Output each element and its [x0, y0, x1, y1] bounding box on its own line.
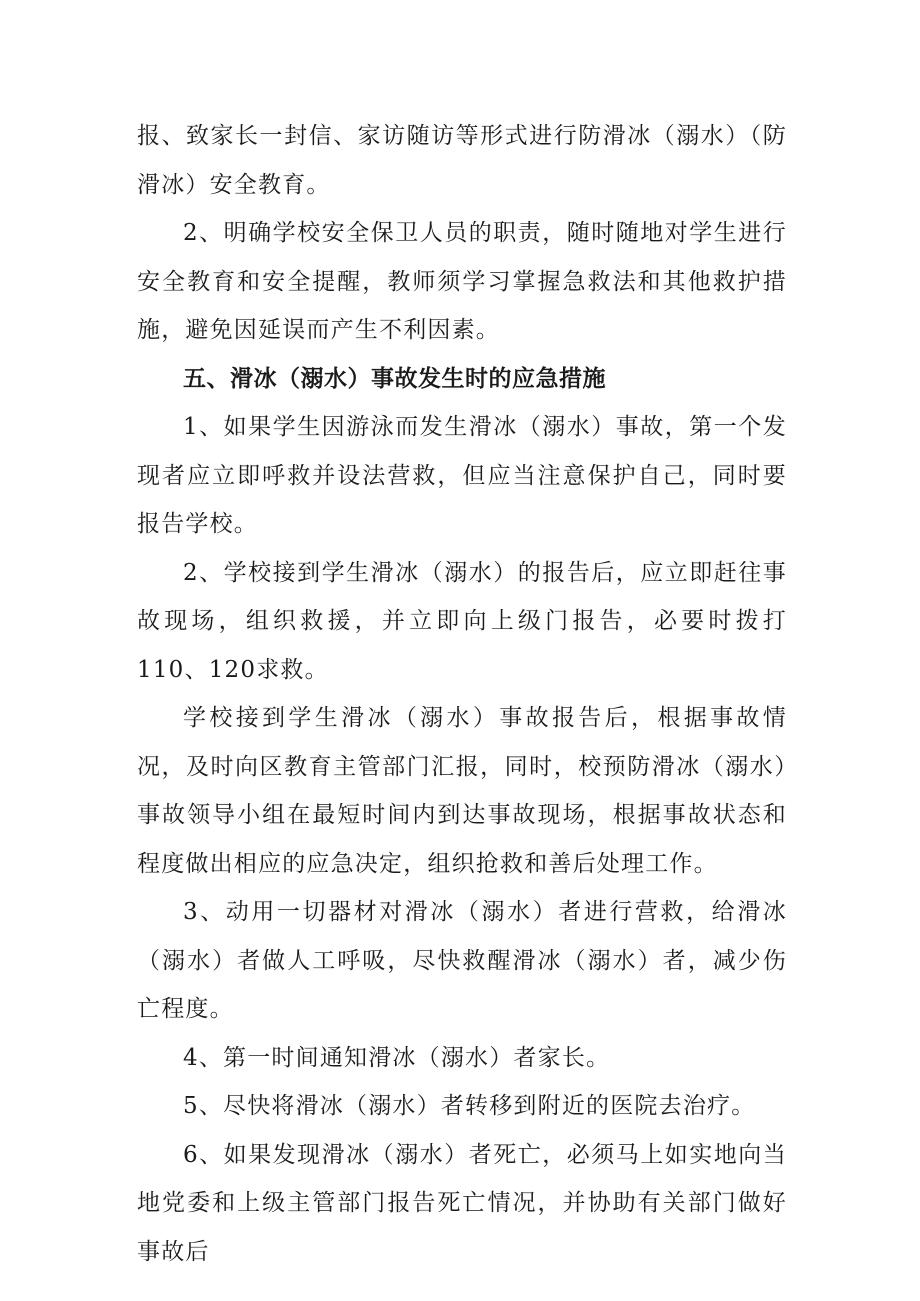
paragraph-continuation: 报、致家长一封信、家访随访等形式进行防滑冰（溺水）（防滑冰）安全教育。 — [137, 123, 787, 198]
paragraph-item-5-hospital: 5、尽快将滑冰（溺水）者转移到附近的医院去治疗。 — [183, 1093, 756, 1119]
paragraph-item-3-resuscitation: 3、动用一切器材对滑冰（溺水）者进行营救，给滑冰（溺水）者做人工呼吸，尽快救醒滑冰（溺水）者，减少伤亡程度。 — [137, 899, 787, 1022]
document-body — [137, 112, 787, 1276]
paragraph-school-response: 学校接到学生滑冰（溺水）事故报告后，根据事故情况，及时向区教育主管部门汇报，同时，校预防滑冰（溺水）事故领导小组在最短时间内到达事故现场，根据事故状态和程度做出相应的应急决定，组织抢救和善后处理工作。 — [137, 705, 787, 877]
paragraph-item-2-report: 2、学校接到学生滑冰（溺水）的报告后，应立即赶往事故现场，组织救援，并立即向上级门报告，必要时拨打110、120求救。 — [137, 559, 787, 683]
paragraph-item-1-rescue: 1、如果学生因游泳而发生滑冰（溺水）事故，第一个发现者应立即呼救并设法营救，但应当注意保护自己，同时要报告学校。 — [137, 414, 787, 537]
paragraph-item-4-notify-parents: 4、第一时间通知滑冰（溺水）者家长。 — [183, 1044, 611, 1071]
paragraph-item-2-staff-duties: 2、明确学校安全保卫人员的职责，随时随地对学生进行安全教育和安全提醒，教师须学习掌握急救法和其他救护措施，避免因延误而产生不利因素。 — [137, 220, 787, 343]
paragraph-item-6-fatality-report: 6、如果发现滑冰（溺水）者死亡，必须马上如实地向当地党委和上级主管部门报告死亡情况，并协助有关部门做好事故后 — [137, 1141, 787, 1265]
section-heading-emergency-measures: 五、滑冰（溺水）事故发生时的应急措施 — [183, 365, 606, 392]
